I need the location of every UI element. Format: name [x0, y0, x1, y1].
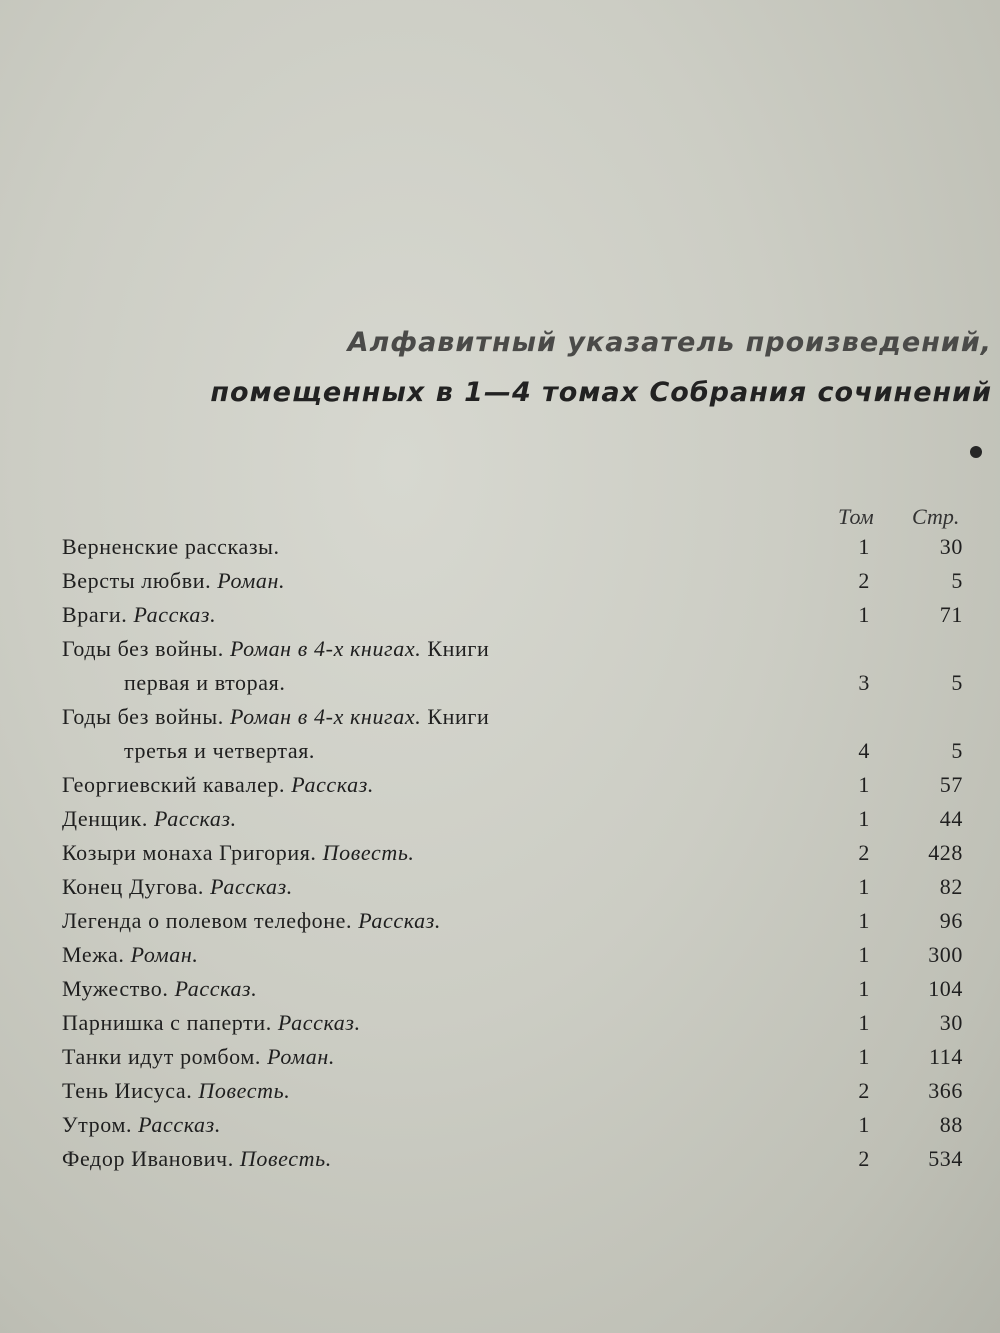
entry-title: Мужество.: [62, 976, 169, 1001]
entry-page: 30: [939, 1010, 963, 1035]
entry-title: Верненские рассказы.: [62, 534, 280, 559]
entry-genre: Повесть.: [239, 1146, 332, 1171]
entry-genre: Рассказ.: [277, 1010, 361, 1035]
entry-line: [62, 972, 967, 1006]
entry-title: Враги.: [62, 602, 128, 627]
entry-continuation: первая и вторая.: [124, 670, 286, 695]
entry-volume: 3: [858, 670, 870, 695]
entry-title: Годы без войны.: [62, 704, 224, 729]
entry-page: 82: [939, 874, 963, 899]
entry-page: 30: [939, 534, 963, 559]
entry-page: 114: [929, 1044, 963, 1069]
entry-volume: 1: [858, 874, 870, 899]
entry-extra: Книги: [427, 704, 490, 729]
entry-volume: 1: [858, 534, 870, 559]
index-entry: [62, 700, 967, 768]
entry-continuation: третья и четвертая.: [124, 738, 316, 763]
entry-page: 5: [951, 670, 963, 695]
index-entry: [62, 768, 967, 802]
entry-page: 44: [939, 806, 963, 831]
entry-line: [62, 768, 967, 802]
entry-volume: 1: [858, 1112, 870, 1137]
entry-title: Годы без войны.: [62, 636, 224, 661]
entry-line: [62, 1074, 967, 1108]
entry-title: Межа.: [62, 942, 125, 967]
entry-genre: Роман.: [130, 942, 199, 967]
entry-line: [62, 632, 967, 666]
entry-volume: 1: [858, 602, 870, 627]
entry-genre: Рассказ.: [358, 908, 441, 933]
entry-volume: 2: [858, 568, 870, 593]
entry-line: [62, 1040, 967, 1074]
index-entry: [62, 1040, 967, 1074]
entry-title: Козыри монаха Григория.: [62, 840, 317, 865]
entry-genre: Рассказ.: [174, 976, 258, 1001]
entry-page: 96: [939, 908, 963, 933]
entry-line: [62, 1142, 967, 1176]
index-heading: [210, 318, 992, 418]
entry-title: Танки идут ромбом.: [62, 1044, 261, 1069]
entry-genre: Рассказ.: [291, 772, 375, 797]
index-entry: [62, 632, 967, 700]
entry-line: [62, 938, 967, 972]
entry-volume: 2: [858, 1146, 870, 1171]
entry-volume: 2: [858, 840, 870, 865]
entry-title: Денщик.: [62, 806, 148, 831]
index-list: [62, 530, 967, 1176]
entry-line: [62, 904, 967, 938]
entry-genre: Роман в 4-х книгах.: [229, 704, 422, 729]
index-entry: [62, 1142, 967, 1176]
entry-volume: 1: [858, 806, 870, 831]
entry-line: [62, 1108, 967, 1142]
entry-page: 57: [939, 772, 963, 797]
entry-title: Федор Иванович.: [62, 1146, 234, 1171]
index-entry: [62, 870, 967, 904]
entry-title: Парнишка с паперти.: [62, 1010, 272, 1035]
entry-title: Конец Дугова.: [62, 874, 205, 899]
entry-extra: Книги: [427, 636, 490, 661]
index-entry: [62, 904, 967, 938]
column-header-page: Стр.: [912, 504, 960, 529]
entry-volume: 1: [858, 908, 870, 933]
index-entry: [62, 530, 967, 564]
index-entry: [62, 1074, 967, 1108]
index-entry: [62, 598, 967, 632]
entry-genre: Роман в 4-х книгах.: [229, 636, 422, 661]
entry-volume: 1: [858, 772, 870, 797]
entry-title: Георгиевский кавалер.: [62, 772, 286, 797]
entry-volume: 1: [858, 976, 870, 1001]
entry-page: 300: [928, 942, 963, 967]
entry-volume: 1: [858, 1010, 870, 1035]
index-entry: [62, 1006, 967, 1040]
entry-page: 88: [939, 1112, 963, 1137]
entry-title: Тень Иисуса.: [62, 1078, 193, 1103]
index-entry: [62, 972, 967, 1006]
index-entry: [62, 564, 967, 598]
entry-volume: 1: [858, 1044, 870, 1069]
entry-genre: Повесть.: [322, 840, 415, 865]
entry-line: [62, 870, 967, 904]
index-entry: [62, 836, 967, 870]
entry-genre: Повесть.: [198, 1078, 291, 1103]
entry-genre: Роман.: [217, 568, 286, 593]
entry-line: [62, 1006, 967, 1040]
entry-line: [62, 802, 967, 836]
entry-line: [62, 836, 967, 870]
index-entry: [62, 938, 967, 972]
entry-volume: 2: [858, 1078, 870, 1103]
entry-genre: Рассказ.: [210, 874, 293, 899]
index-entry: [62, 802, 967, 836]
entry-title: Утром.: [62, 1112, 133, 1137]
entry-page: 5: [951, 568, 963, 593]
entry-page: 534: [928, 1146, 963, 1171]
entry-title: Версты любви.: [62, 568, 212, 593]
entry-genre: Рассказ.: [138, 1112, 221, 1137]
entry-genre: Роман.: [267, 1044, 335, 1069]
entry-page: 428: [928, 840, 963, 865]
entry-line: [62, 700, 967, 734]
entry-genre: Рассказ.: [154, 806, 237, 831]
entry-line: [62, 564, 967, 598]
entry-volume: 4: [858, 738, 870, 763]
entry-page: 71: [939, 602, 963, 627]
heading-line-1: Алфавитный указатель произведений,: [347, 327, 992, 358]
entry-page: 5: [951, 738, 963, 763]
ornament-dot: [970, 446, 982, 458]
entry-page: 366: [928, 1078, 963, 1103]
entry-title: Легенда о полевом телефоне.: [62, 908, 353, 933]
entry-volume: 1: [858, 942, 870, 967]
column-header-volume: Том: [838, 504, 874, 529]
entry-line: [62, 530, 967, 564]
entry-line: [62, 598, 967, 632]
heading-line-2: помещенных в 1—4 томах Собрания сочинений: [210, 377, 992, 408]
entry-page: 104: [928, 976, 963, 1001]
entry-genre: Рассказ.: [133, 602, 217, 627]
index-entry: [62, 1108, 967, 1142]
